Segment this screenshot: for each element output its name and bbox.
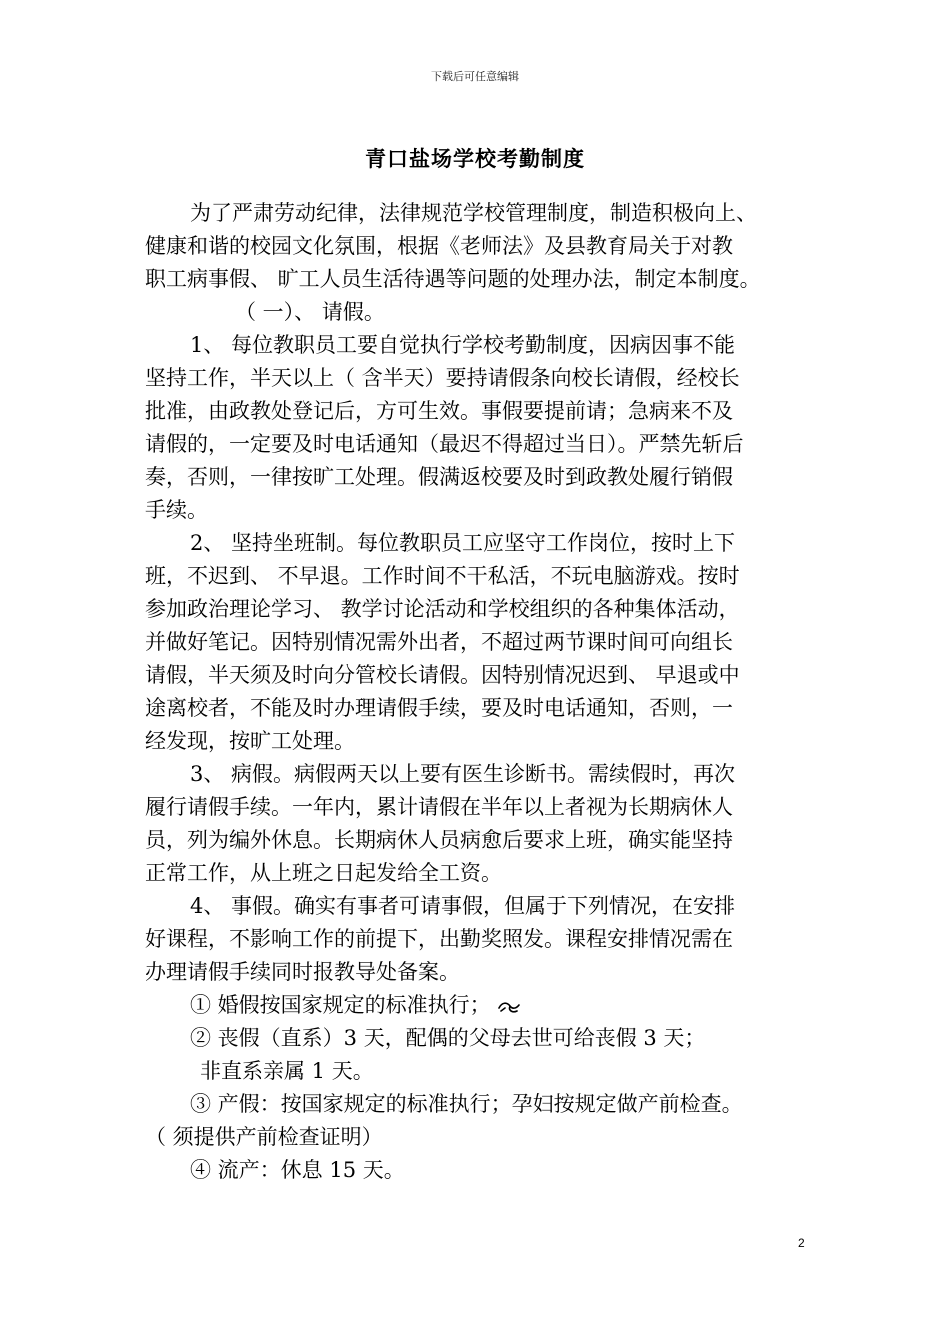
paragraph-line: 1、 每位教职员工要自觉执行学校考勤制度，因病因事不能 [190, 333, 736, 357]
list-item: 非直系亲属 1 天。 [200, 1059, 374, 1083]
paragraph-line: 参加政治理论学习、 教学讨论活动和学校组织的各种集体活动， [145, 597, 740, 621]
paragraph-line: 手续。 [145, 498, 208, 522]
section-heading: （ 一）、 请假。 [235, 300, 385, 324]
paragraph-line: 途离校者，不能及时办理请假手续，要及时电话通知，否则，一 [145, 696, 733, 720]
document-title: 青口盐场学校考勤制度 [365, 146, 585, 171]
paragraph-line: 班，不迟到、 不早退。工作时间不干私活，不玩电脑游戏。按时 [145, 564, 740, 588]
page-number: 2 [798, 1236, 805, 1250]
paragraph-line: 奏，否则，一律按旷工处理。假满返校要及时到政教处履行销假 [145, 465, 733, 489]
paragraph-line: 经发现，按旷工处理。 [145, 729, 355, 753]
paragraph-line: 请假，半天须及时向分管校长请假。因特别情况迟到、 早退或中 [145, 663, 740, 687]
list-item-text: ① 婚假按国家规定的标准执行； [190, 993, 491, 1017]
paragraph-line: （ 须提供产前检查证明） [145, 1125, 383, 1149]
paragraph-line: 批准，由政教处登记后，方可生效。事假要提前请；急病来不及 [145, 399, 733, 423]
paragraph-line: 3、 病假。病假两天以上要有医生诊断书。需续假时，再次 [190, 762, 736, 786]
wingdings-glyph-icon [497, 999, 523, 1015]
paragraph-line: 好课程，不影响工作的前提下，出勤奖照发。课程安排情况需在 [145, 927, 733, 951]
header-note: 下载后可任意编辑 [431, 70, 519, 83]
paragraph-line: 坚持工作，半天以上（ 含半天）要持请假条向校长请假，经校长 [145, 366, 740, 390]
list-item [145, 989, 825, 1022]
paragraph-line: 员，列为编外休息。长期病休人员病愈后要求上班，确实能坚持 [145, 828, 733, 852]
paragraph-line: 并做好笔记。因特别情况需外出者，不超过两节课时间可向组长 [145, 630, 733, 654]
paragraph-line: 请假的，一定要及时电话通知（最迟不得超过当日）。严禁先斩后 [145, 432, 744, 456]
paragraph-line: 为了严肃劳动纪律，法律规范学校管理制度，制造积极向上、 [190, 201, 757, 225]
paragraph-line: 办理请假手续同时报教导处备案。 [145, 960, 460, 984]
paragraph-line: 职工病事假、 旷工人员生活待遇等问题的处理办法，制定本制度。 [145, 267, 761, 291]
list-item: ② 丧假（直系）3 天，配偶的父母去世可给丧假 3 天； [190, 1026, 706, 1050]
paragraph-line: 正常工作，从上班之日起发给全工资。 [145, 861, 502, 885]
paragraph-line: 4、 事假。确实有事者可请事假，但属于下列情况，在安排 [190, 894, 736, 918]
list-item: ③ 产假：按国家规定的标准执行；孕妇按规定做产前检查。 [190, 1092, 743, 1116]
paragraph-line: 2、 坚持坐班制。每位教职员工应坚守工作岗位，按时上下 [190, 531, 736, 555]
paragraph-line: 履行请假手续。一年内，累计请假在半年以上者视为长期病休人 [145, 795, 733, 819]
list-item: ④ 流产：休息 15 天。 [190, 1158, 405, 1182]
document-body [145, 197, 825, 1187]
paragraph-line: 健康和谐的校园文化氛围，根据《老师法》及县教育局关于对教 [145, 234, 733, 258]
